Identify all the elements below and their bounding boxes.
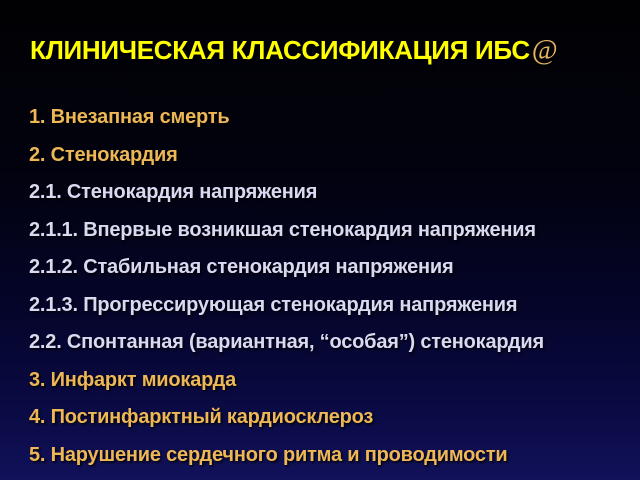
slide-title-marker: @ (531, 35, 558, 66)
classification-list (29, 107, 544, 465)
list-item: 2.2. Спонтанная (вариантная, “особая”) стенокардия (29, 331, 544, 353)
list-item: 4. Постинфарктный кардиосклероз (29, 406, 374, 428)
list-item: 2. Стенокардия (29, 143, 178, 166)
list-item: 5. Нарушение сердечного ритма и проводимости (29, 443, 508, 466)
list-item: 2.1.1. Впервые возникшая стенокардия напряжения (29, 218, 536, 241)
list-item: 3. Инфаркт миокарда (29, 368, 237, 391)
slide-title-text: КЛИНИЧЕСКАЯ КЛАССИФИКАЦИЯ ИБС (30, 35, 530, 65)
slide-title (30, 36, 557, 65)
list-item: 1. Внезапная смерть (29, 106, 230, 128)
list-item: 2.1.2. Стабильная стенокардия напряжения (29, 256, 454, 278)
list-item: 2.1.3. Прогрессирующая стенокардия напряжения (29, 293, 518, 316)
list-item: 2.1. Стенокардия напряжения (29, 181, 318, 203)
